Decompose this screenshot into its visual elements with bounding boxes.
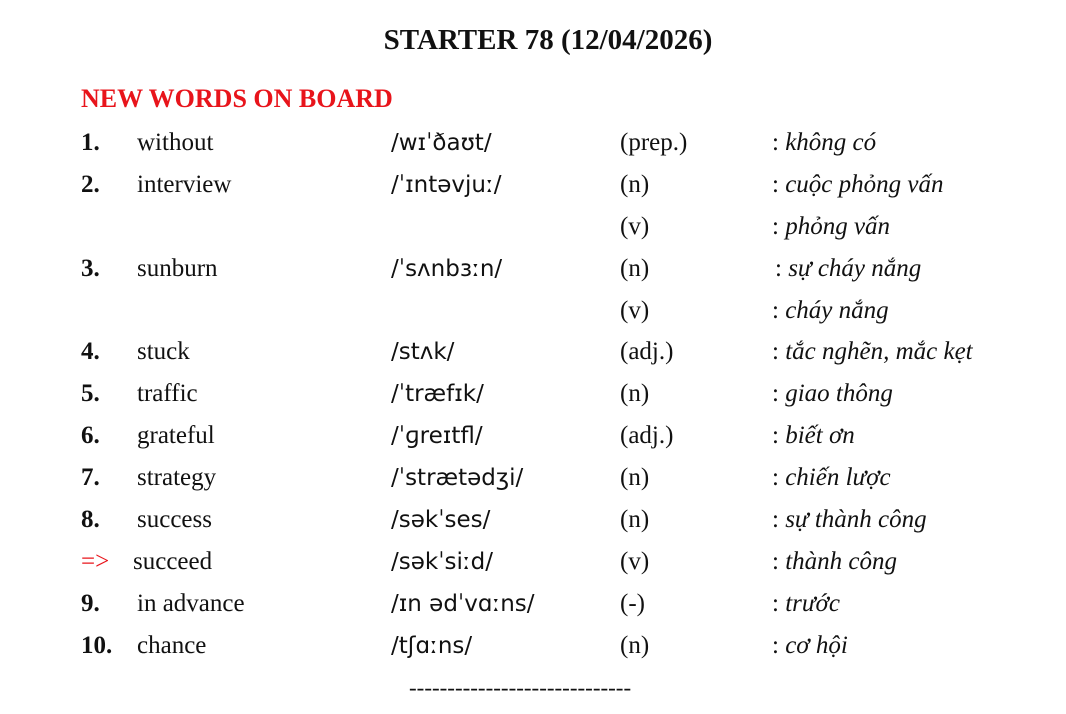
- item-number: 6.: [81, 422, 100, 450]
- colon-separator: :: [772, 212, 779, 240]
- vocab-meaning: [772, 164, 944, 206]
- vocab-meaning: [772, 122, 876, 164]
- vocab-row: [0, 457, 1066, 499]
- vocab-word: succeed: [133, 547, 213, 575]
- vocabulary-list: [0, 122, 1066, 667]
- vocab-meaning: [772, 290, 889, 332]
- vocab-part-of-speech: (adj.): [620, 422, 674, 450]
- vocab-meaning: [772, 583, 840, 625]
- vocab-part-of-speech: (v): [620, 547, 650, 575]
- vocab-pronunciation: /ˈtræfɪk/: [391, 381, 484, 408]
- vocab-part-of-speech: (v): [620, 212, 650, 240]
- vocab-row: [0, 499, 1066, 541]
- item-number: 4.: [81, 338, 100, 366]
- vocab-row: [0, 206, 1066, 248]
- vocab-meaning: [772, 541, 897, 583]
- vocab-word: stuck: [137, 338, 190, 366]
- vocab-row: [0, 164, 1066, 206]
- vocab-meaning: [775, 248, 921, 290]
- meaning-text: cháy nắng: [785, 296, 889, 324]
- vocab-part-of-speech: (n): [620, 254, 650, 282]
- vocab-pronunciation: /səkˈses/: [391, 507, 491, 534]
- vocab-row: [0, 248, 1066, 290]
- meaning-text: không có: [785, 129, 877, 156]
- vocab-meaning: [772, 625, 848, 667]
- page-title: STARTER 78 (12/04/2026): [383, 24, 713, 56]
- vocab-word: success: [137, 506, 212, 534]
- vocab-pronunciation: /stʌk/: [391, 339, 455, 366]
- vocab-meaning: [772, 331, 973, 373]
- vocab-meaning: [772, 373, 893, 415]
- vocab-word: sunburn: [137, 254, 218, 282]
- section-divider: -----------------------------: [409, 675, 632, 700]
- vocab-pronunciation: /wɪˈðaʊt/: [391, 130, 492, 156]
- vocab-part-of-speech: (prep.): [620, 129, 688, 156]
- section-heading: NEW WORDS ON BOARD: [81, 84, 393, 113]
- vocab-part-of-speech: (n): [620, 506, 650, 534]
- vocab-pronunciation: /ˈstrætədʒi/: [391, 465, 524, 492]
- vocab-word: strategy: [137, 464, 217, 492]
- meaning-text: biết ơn: [785, 422, 855, 450]
- derived-word-arrow: =>: [81, 547, 110, 575]
- meaning-text: thành công: [785, 547, 897, 575]
- vocab-word: traffic: [137, 380, 198, 408]
- item-number: 2.: [81, 170, 100, 198]
- vocab-part-of-speech: (n): [620, 464, 650, 492]
- vocab-part-of-speech: (n): [620, 631, 650, 659]
- vocab-meaning: [772, 415, 855, 457]
- meaning-text: sự cháy nắng: [788, 254, 922, 282]
- vocab-pronunciation: /ɪn ədˈvɑːns/: [391, 590, 535, 617]
- colon-separator: :: [772, 170, 779, 198]
- meaning-text: trước: [785, 589, 840, 617]
- vocab-row: [0, 541, 1066, 583]
- colon-separator: :: [772, 129, 779, 156]
- vocab-part-of-speech: (n): [620, 170, 650, 198]
- vocab-pronunciation: /ˈsʌnbɜːn/: [391, 255, 503, 282]
- vocab-part-of-speech: (n): [620, 380, 650, 408]
- colon-separator: :: [772, 547, 779, 575]
- colon-separator: :: [772, 296, 779, 324]
- item-number: 8.: [81, 506, 100, 534]
- vocab-pronunciation: /səkˈsiːd/: [391, 548, 493, 575]
- meaning-text: cơ hội: [785, 631, 848, 659]
- vocab-word: chance: [137, 631, 207, 659]
- vocab-meaning: [772, 206, 890, 248]
- vocab-row: [0, 415, 1066, 457]
- vocab-part-of-speech: (v): [620, 296, 650, 324]
- vocab-word: interview: [137, 170, 232, 198]
- vocab-part-of-speech: (adj.): [620, 338, 674, 366]
- vocab-row: [0, 331, 1066, 373]
- vocab-pronunciation: /ˈɡreɪtfl/: [391, 423, 483, 450]
- colon-separator: :: [775, 254, 782, 282]
- item-number: 7.: [81, 464, 100, 492]
- meaning-text: cuộc phỏng vấn: [785, 170, 944, 198]
- item-number: 1.: [81, 129, 100, 156]
- colon-separator: :: [772, 589, 779, 617]
- colon-separator: :: [772, 338, 779, 366]
- item-number: 5.: [81, 380, 100, 408]
- colon-separator: :: [772, 464, 779, 492]
- item-number: 3.: [81, 254, 100, 282]
- meaning-text: chiến lược: [785, 464, 891, 492]
- vocab-part-of-speech: (-): [620, 589, 645, 617]
- vocab-row: [0, 373, 1066, 415]
- vocab-pronunciation: /tʃɑːns/: [391, 632, 473, 659]
- meaning-text: sự thành công: [785, 506, 927, 534]
- colon-separator: :: [772, 380, 779, 408]
- meaning-text: giao thông: [785, 380, 893, 408]
- meaning-text: tắc nghẽn, mắc kẹt: [785, 338, 973, 366]
- vocab-row: [0, 122, 1066, 164]
- vocab-row: [0, 583, 1066, 625]
- colon-separator: :: [772, 631, 779, 659]
- vocab-row: [0, 290, 1066, 332]
- meaning-text: phỏng vấn: [785, 212, 891, 240]
- vocab-pronunciation: /ˈɪntəvjuː/: [391, 171, 502, 198]
- vocab-row: [0, 625, 1066, 667]
- item-number: 9.: [81, 589, 100, 617]
- colon-separator: :: [772, 422, 779, 450]
- item-number: 10.: [81, 631, 113, 659]
- vocab-word: without: [137, 129, 214, 156]
- vocab-word: grateful: [137, 422, 215, 450]
- colon-separator: :: [772, 506, 779, 534]
- vocab-meaning: [772, 457, 891, 499]
- vocab-word: in advance: [137, 589, 245, 617]
- vocab-meaning: [772, 499, 927, 541]
